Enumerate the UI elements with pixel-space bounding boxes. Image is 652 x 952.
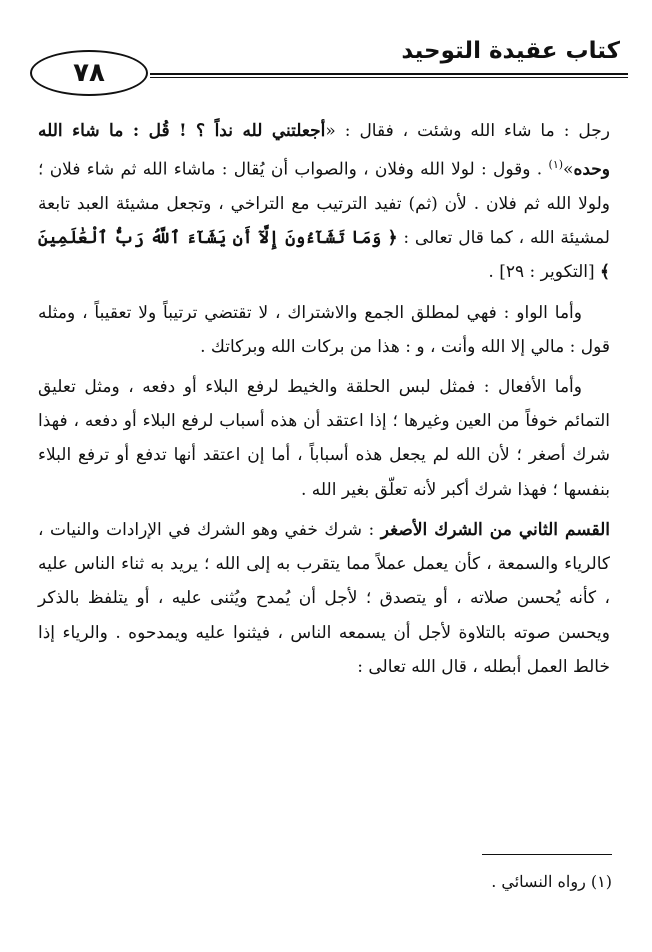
page-header	[30, 30, 628, 102]
footnote-rule	[482, 854, 612, 855]
quran-verse: ﴿ وَمَا تَشَآءُونَ إِلَّآ أَن يَشَآءَ ٱللَّهُ رَبُّ ٱلْعَٰلَمِينَ ﴾	[38, 228, 610, 283]
paragraph-4	[38, 513, 610, 684]
book-title: كتاب عقيدة التوحيد	[401, 38, 620, 64]
p1-text-d: . وقول : لولا الله وفلان ، والصواب أن يُقال : ماشاء الله ثم شاء فلان ؛ ولولا الله ثم فلان . لأن (ثم) تفيد الترتيب مع التراخي ، وتجعل مشيئة العبد تابعة لمشيئة الله ، كما قال تعالى :	[38, 159, 610, 249]
paragraph-2: وأما الواو : فهي لمطلق الجمع والاشتراك ، لا تقتضي ترتيباً ولا تعقيباً ، ومثله قول : مالي إلا الله وأنت ، و : هذا من بركات الله وبركاتك .	[38, 302, 610, 357]
paragraph-1	[38, 114, 610, 290]
verse-reference: [التكوير : ٢٩] .	[488, 262, 601, 283]
p4-text: : شرك خفي وهو الشرك في الإرادات والنيات ، كالرياء والسمعة ، كأن يعمل عملاً مما يتقرب به إلى الله ؛ يريد به ثناء الناس عليه ، كأنه يُحسن صلاته ، أو يتصدق ؛ لأجل أن يُمدح ويُثنى عليه ، أو يتلفظ بالذكر ويحسن صوته بالتلاوة لأجل أن يسمعه الناس ، فيثنوا عليه ويمدحوه . والرياء إذا خالط العمل أبطله ، قال الله تعالى :	[38, 519, 610, 677]
header-rule-thin	[150, 77, 628, 78]
main-text	[38, 114, 610, 690]
p1-text-c: »	[563, 159, 574, 180]
paragraph-3: وأما الأفعال : فمثل لبس الحلقة والخيط لرفع البلاء أو دفعه ، ومثل تعليق التمائم خوفاً من العين وغيرها ؛ إذا اعتقد أن هذه أسباب لرفع البلاء أو دفعه ، فهذا شرك أصغر ؛ لأن الله لم يجعل هذه أسباباً ، أما إن اعتقد أنها تدفع أو ترفع البلاء بنفسها ؛ فهذا شرك أكبر لأنه تعلّق بغير الله .	[38, 377, 610, 500]
page-number: ٧٨	[30, 50, 148, 96]
p1-text-a: رجل : ما شاء الله وشئت ، فقال : «	[325, 121, 610, 141]
footnote: (١) رواه النسائي .	[491, 872, 612, 891]
footnote-mark: (١)	[548, 158, 564, 172]
section-heading: القسم الثاني من الشرك الأصغر	[380, 519, 610, 540]
header-rule	[150, 73, 628, 75]
hadith-quote: أجعلتني لله نداً ؟ ! قُل : ما شاء الله وحده	[38, 121, 610, 180]
